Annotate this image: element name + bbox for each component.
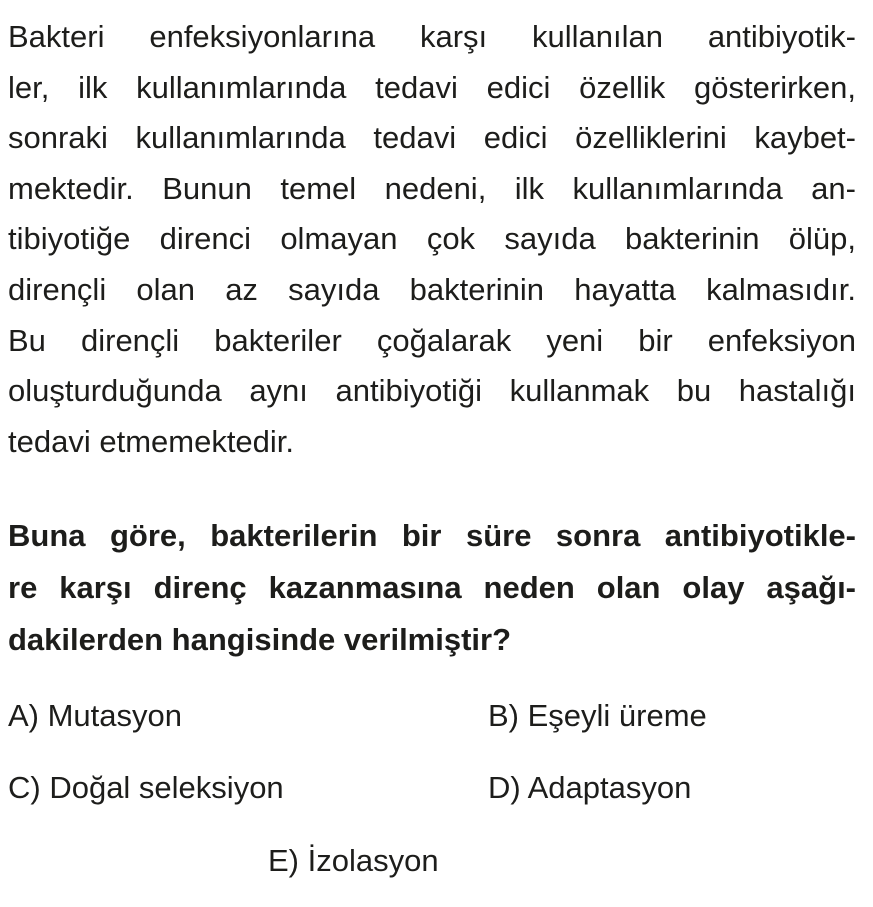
option-d[interactable]: D) Adaptasyon <box>488 770 692 805</box>
option-c[interactable]: C) Doğal seleksiyon <box>8 770 284 805</box>
question-line: re karşı direnç kazanmasına neden olan olay aşağı- <box>8 570 856 605</box>
passage-line: tibiyotiğe direnci olmayan çok sayıda bakterinin ölüp, <box>8 221 856 257</box>
passage-line: sonraki kullanımlarında tedavi edici özelliklerini kaybet- <box>8 120 856 156</box>
question-line: Buna göre, bakterilerin bir süre sonra antibiyotikle- <box>8 518 856 553</box>
option-e[interactable]: E) İzolasyon <box>268 843 439 878</box>
question-line: dakilerden hangisinde verilmiştir? <box>8 622 512 657</box>
passage-text <box>8 12 856 467</box>
passage-line: oluşturduğunda aynı antibiyotiği kullanmak bu hastalığı <box>8 373 856 409</box>
question-stem <box>8 510 856 666</box>
passage-line: Bakteri enfeksiyonlarına karşı kullanılan antibiyotik- <box>8 19 856 54</box>
passage-line: tedavi etmemektedir. <box>8 423 295 459</box>
passage-line: mektedir. Bunun temel nedeni, ilk kullanımlarında an- <box>8 170 856 206</box>
passage-line: ler, ilk kullanımlarında tedavi edici özellik gösterirken, <box>8 69 856 105</box>
option-b[interactable]: B) Eşeyli üreme <box>488 698 707 733</box>
passage-line: Bu dirençli bakteriler çoğalarak yeni bir enfeksiyon <box>8 322 856 358</box>
passage-line: dirençli olan az sayıda bakterinin hayatta kalmasıdır. <box>8 271 856 307</box>
option-a[interactable]: A) Mutasyon <box>8 698 183 733</box>
